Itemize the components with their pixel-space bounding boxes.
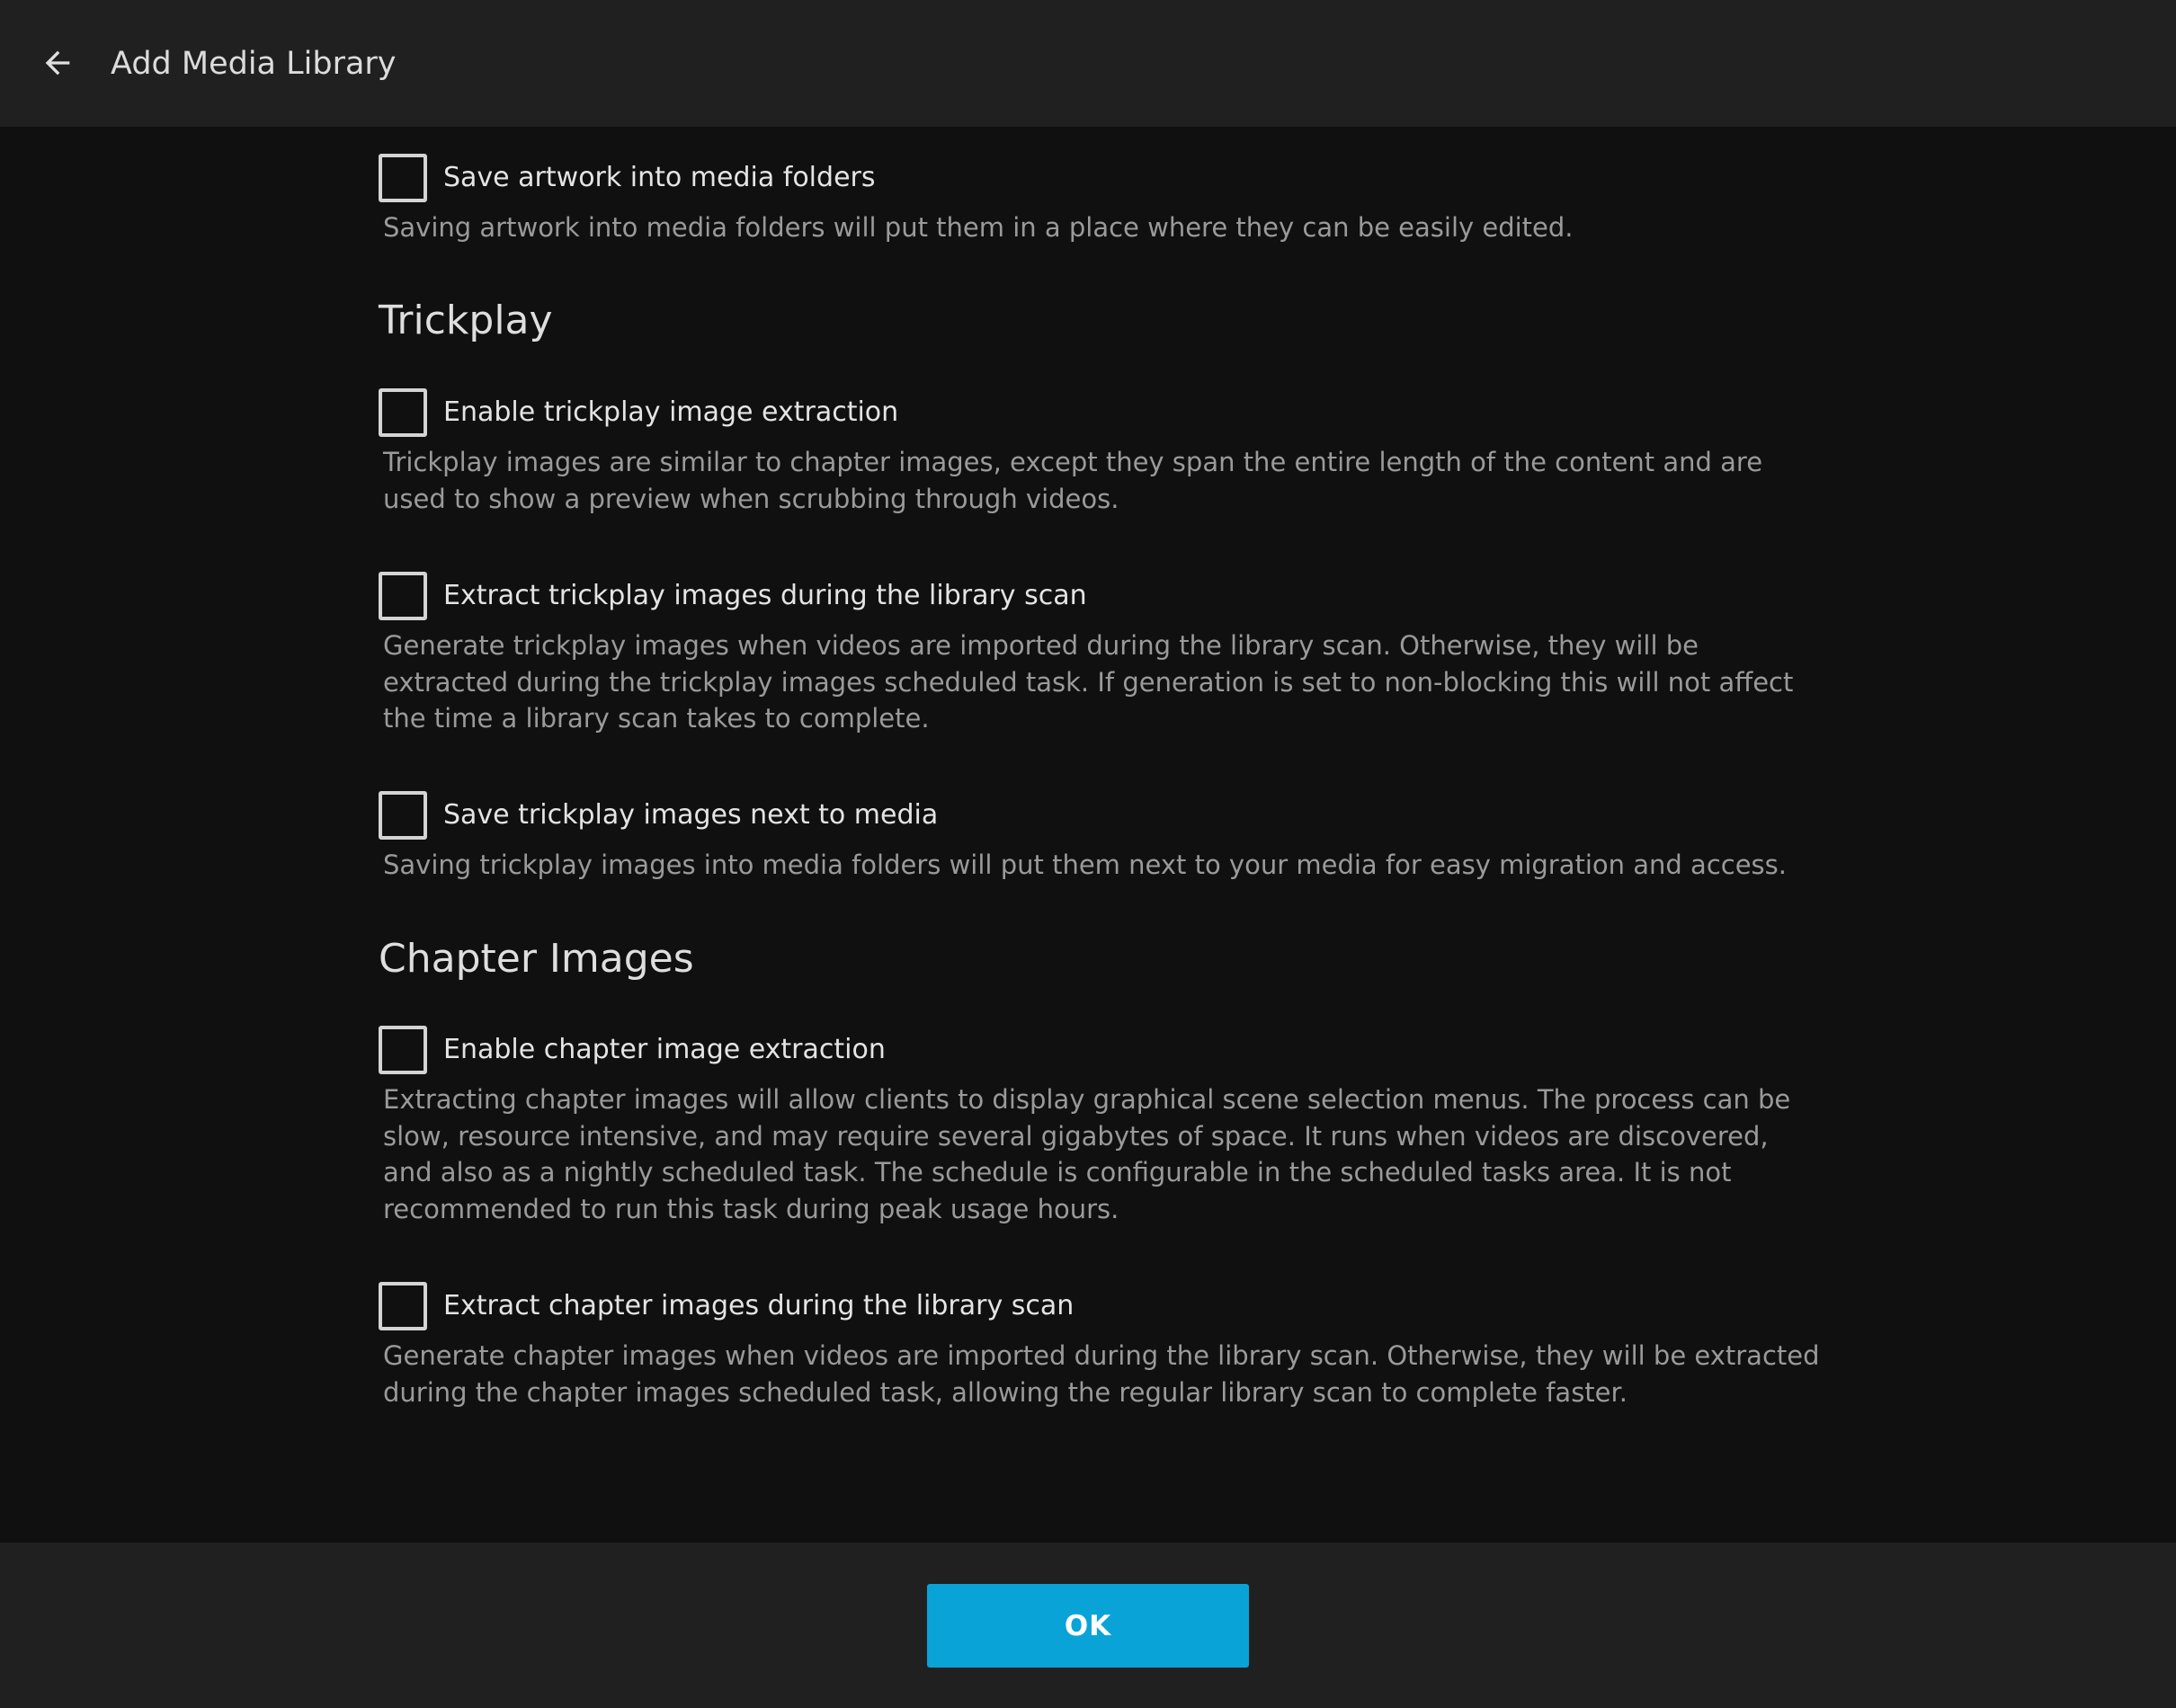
extract-trickplay-during-scan-label[interactable]: Extract trickplay images during the library scan	[443, 580, 1087, 611]
app-header	[0, 0, 2176, 127]
dialog-footer	[0, 1543, 2176, 1708]
save-artwork-description: Saving artwork into media folders will put them in a place where they can be easily edited.	[383, 212, 1574, 243]
page-title: Add Media Library	[111, 46, 397, 82]
option-enable-chapter-extraction[interactable]	[379, 1025, 886, 1075]
extract-chapter-during-scan-label[interactable]: Extract chapter images during the library scan	[443, 1290, 1075, 1321]
library-options-form	[0, 127, 2176, 1543]
ok-button[interactable]: OK	[927, 1584, 1249, 1668]
extract-trickplay-during-scan-checkbox[interactable]	[379, 572, 427, 620]
option-extract-chapter-during-scan[interactable]	[379, 1281, 1074, 1331]
arrow-left-icon	[40, 45, 76, 81]
option-extract-trickplay-during-scan[interactable]	[379, 571, 1087, 621]
option-enable-trickplay[interactable]	[379, 387, 898, 438]
extract-chapter-during-scan-description: Generate chapter images when videos are imported during the library scan. Otherwise, they will be extracted during the chapter images scheduled task, allowing the regular library scan to complete faster.	[383, 1340, 1820, 1408]
enable-chapter-extraction-checkbox[interactable]	[379, 1026, 427, 1074]
option-save-trickplay-next-to-media[interactable]	[379, 790, 938, 841]
save-artwork-label[interactable]: Save artwork into media folders	[443, 162, 876, 193]
section-heading-chapter-images: Chapter Images	[379, 936, 694, 982]
save-artwork-checkbox[interactable]	[379, 154, 427, 202]
option-save-artwork[interactable]	[379, 153, 875, 203]
save-trickplay-next-to-media-label[interactable]: Save trickplay images next to media	[443, 799, 939, 831]
save-trickplay-next-to-media-description: Saving trickplay images into media folders will put them next to your media for easy migration and access.	[383, 850, 1787, 880]
enable-chapter-extraction-label[interactable]: Enable chapter image extraction	[443, 1034, 886, 1065]
section-heading-trickplay: Trickplay	[379, 298, 553, 343]
extract-trickplay-during-scan-description: Generate trickplay images when videos are imported during the library scan. Otherwise, they will be extracted during the trickplay images scheduled task. If generation is set to non-blocking this will not affect the time a library scan takes to complete.	[383, 630, 1794, 734]
save-trickplay-next-to-media-checkbox[interactable]	[379, 791, 427, 840]
extract-chapter-during-scan-checkbox[interactable]	[379, 1282, 427, 1330]
enable-chapter-extraction-description: Extracting chapter images will allow clients to display graphical scene selection menus. The process can be slow, resource intensive, and may require several gigabytes of space. It runs when videos are discovered, and also as a nightly scheduled task. The schedule is configurable in the scheduled tasks area. It is not recommended to run this task during peak usage hours.	[383, 1084, 1791, 1224]
enable-trickplay-description: Trickplay images are similar to chapter images, except they span the entire length of the content and are used to show a preview when scrubbing through videos.	[383, 447, 1763, 514]
back-button[interactable]	[34, 34, 81, 92]
enable-trickplay-label[interactable]: Enable trickplay image extraction	[443, 396, 899, 428]
enable-trickplay-checkbox[interactable]	[379, 388, 427, 437]
